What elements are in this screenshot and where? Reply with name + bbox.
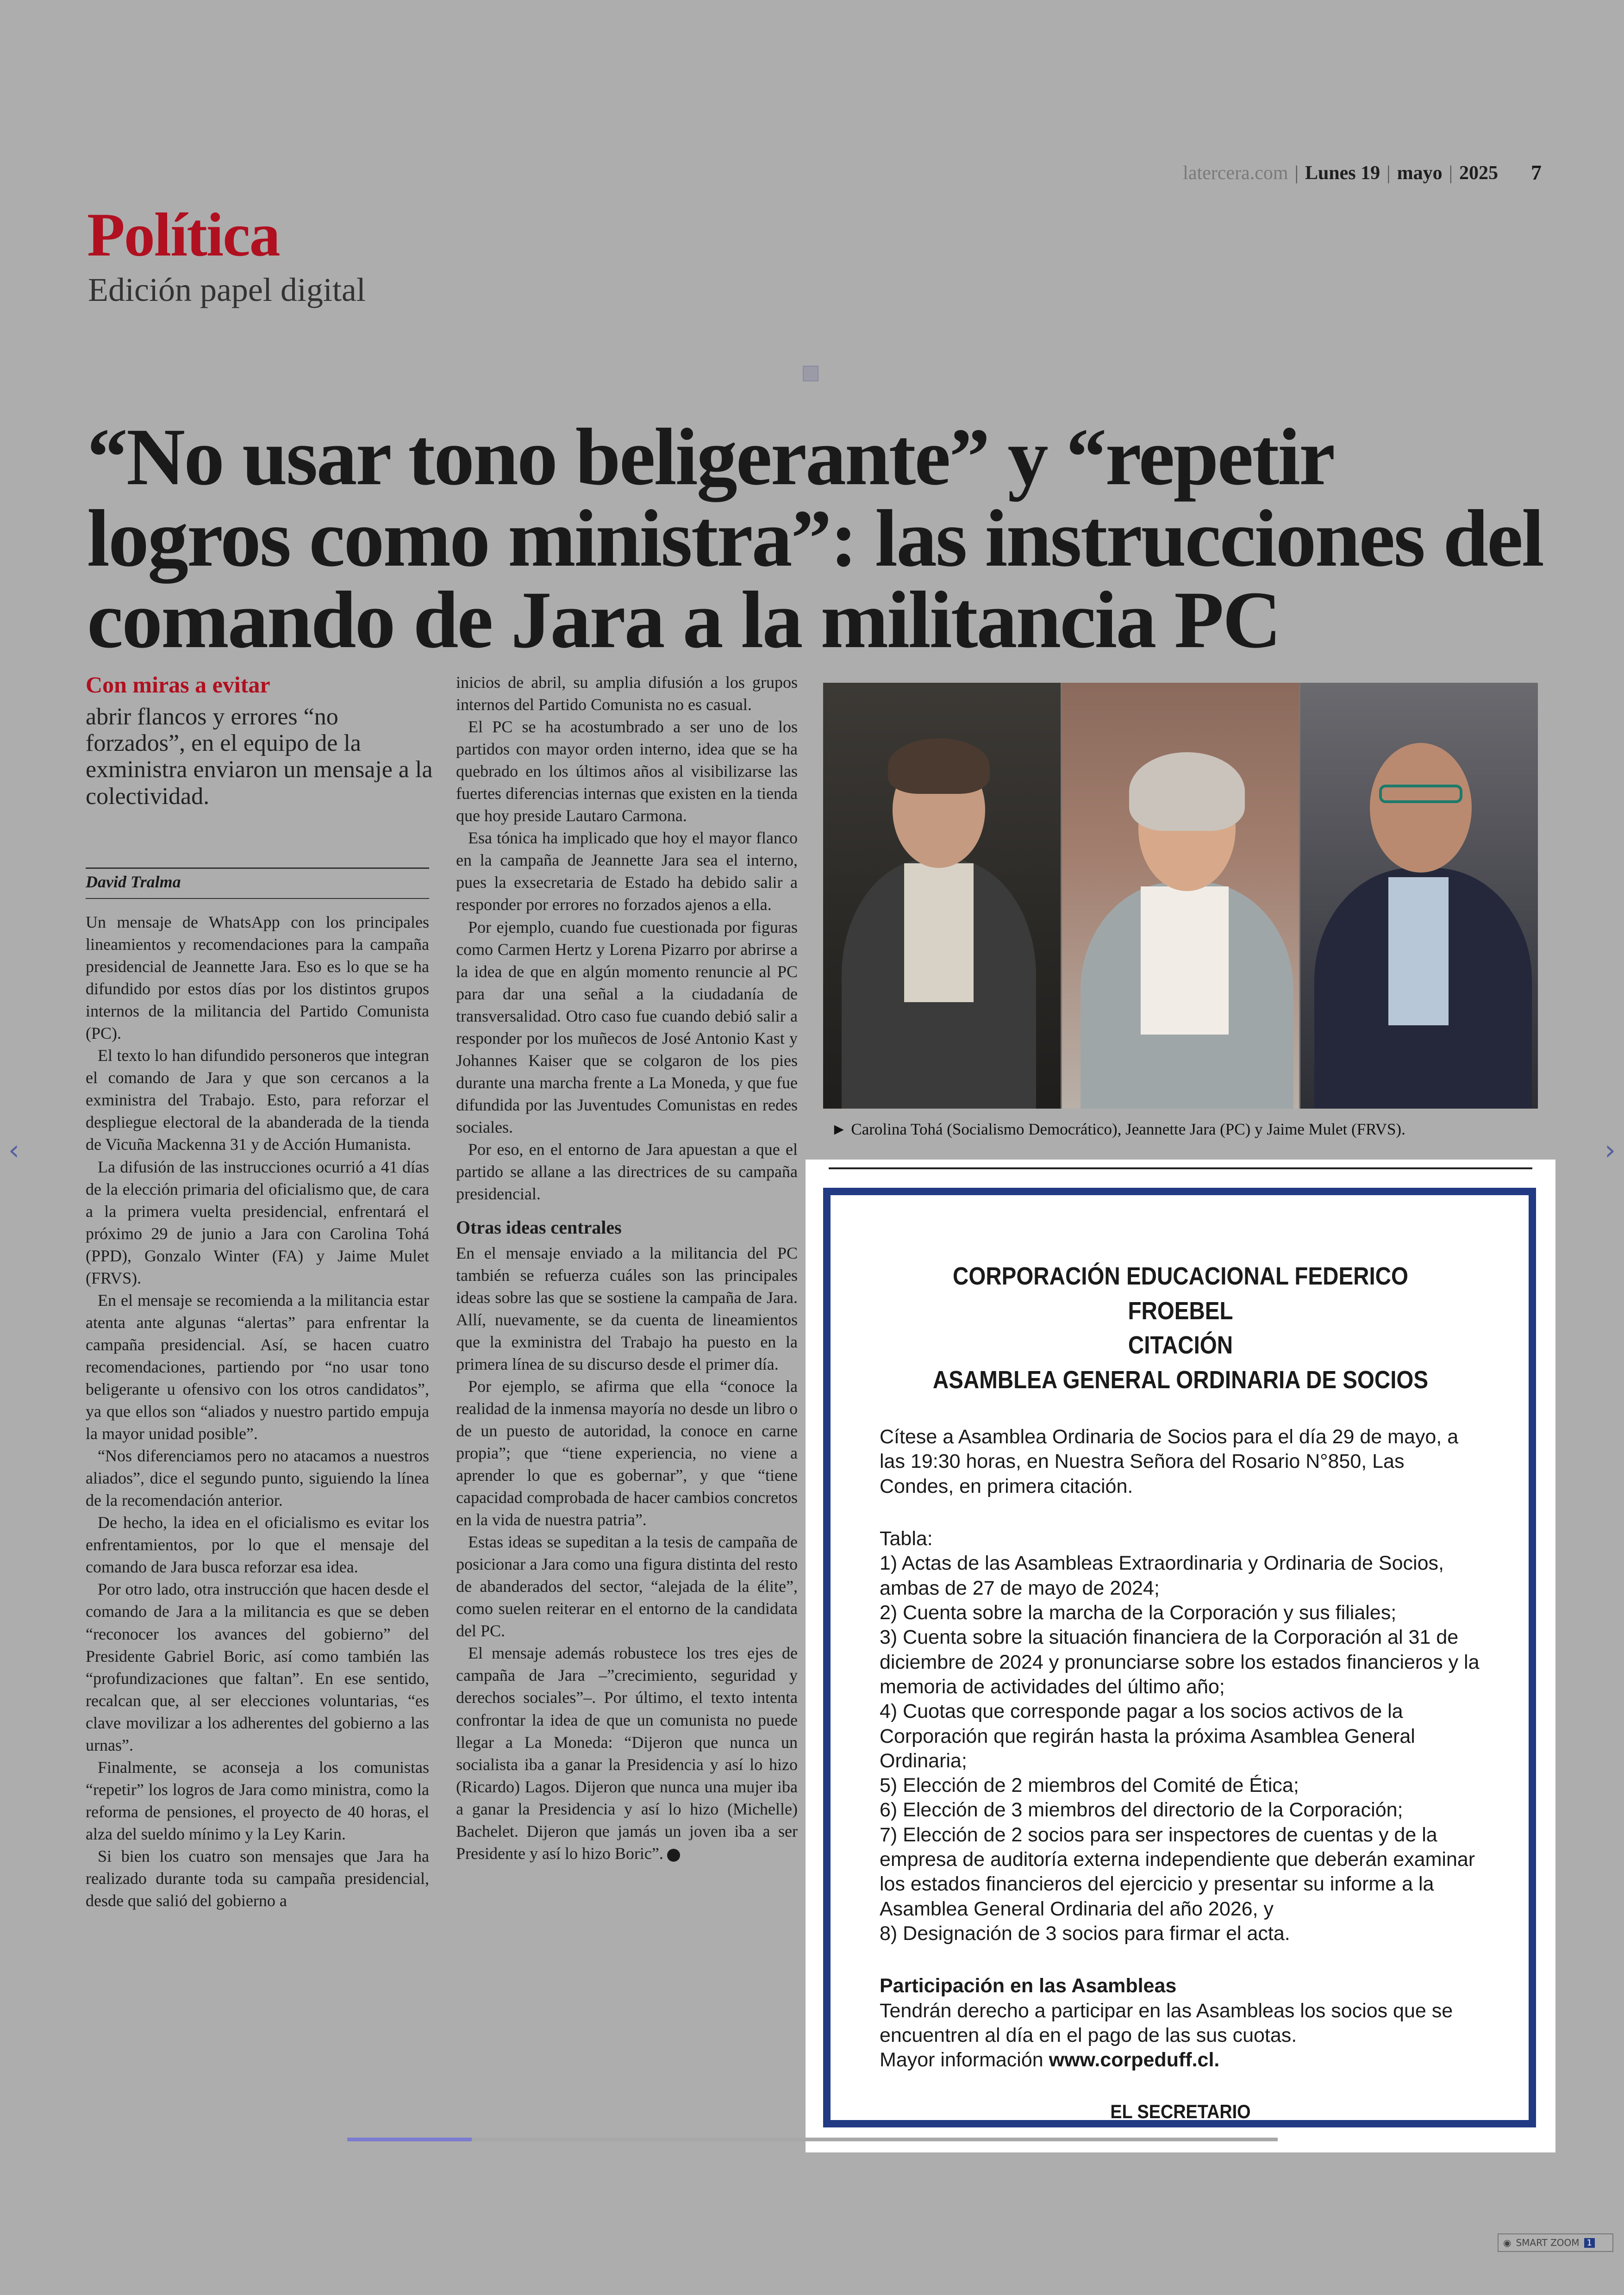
ad-participation-body: Tendrán derecho a participar en las Asambleas los socios que se encuentren al día en el pago de las sus cuotas. [880, 1999, 1453, 2046]
agenda-item: 4) Cuotas que corresponde pagar a los socios activos de la Corporación que regirán hasta la próxima Asamblea General Ordinaria; [880, 1700, 1415, 1772]
paragraph: Por ejemplo, cuando fue cuestionada por figuras como Carmen Hertz y Lorena Pizarro por abrirse a la idea de que en algún momento renuncie al PC para dar una señal a la ciudadanía de transversalidad. Otro caso fue cuando debió salir a responder por los muñecos de José Antonio Kast y Johannes Kaiser que se colgaron de los pies durante una marcha frente a La Moneda, y que fue difundida por las Juventudes Comunistas en redes sociales. [456, 917, 798, 1136]
section-title: Política [87, 200, 280, 269]
ad-title-line: CORPORACIÓN EDUCACIONAL FEDERICO FROEBEL [953, 1262, 1408, 1325]
more-info-link[interactable]: www.corpeduff.cl. [1049, 2049, 1220, 2071]
paragraph: Por otro lado, otra instrucción que hacen desde el comando de Jara a la militancia es que se deben “reconocer los avances del gobierno” del Presidente Gabriel Boric, así como también las “profundizaciones que faltan”. En ese sentido, recalcan que, al ser elecciones voluntarias, “es clave movilizar a los adherentes del gobierno a las urnas”. [86, 1580, 429, 1754]
portrait-jara [1062, 683, 1299, 1109]
paragraph: En el mensaje se recomienda a la militancia estar atenta ante algunas “alertas” para enfrentar la campaña presidencial. Así, se hacen cuatro recomendaciones, partiendo por “no usar tono beligerante u ofensivo con los otros candidatos”, ya que ellos son “aliados y nuestro partido empuja la mayor unidad posible”. [86, 1291, 429, 1443]
paragraph-text: El mensaje además robustece los tres ejes de campaña de Jara –”crecimiento, seguridad y derechos sociales”–. Por último, el texto intenta confrontar la idea de que un comunista no puede llegar a La Moneda: “Dijeron que nunca un socialista iba a ganar la Presidencia y así lo hizo (Ricardo) Lagos. Dijeron que nunca una mujer iba a ganar la Presidencia y así lo hizo (Michelle) Bachelet. Dijeron que jamás un joven iba a ser Presidente y así lo hizo Boric”. [456, 1644, 798, 1863]
agenda-item: 3) Cuenta sobre la situación financiera de la Corporación al 31 de diciembre de 2024 y pronunciarse sobre los estados financieros y la memoria de actividades del último año; [880, 1626, 1480, 1698]
article-column-2 [456, 671, 798, 1865]
paragraph: Por ejemplo, se afirma que ella “conoce la realidad de la inmensa mayoría no desde un libro o de un puesto de autoridad, la conoce en carne propia”; que “tiene experiencia, no viene a aprender lo que es gobernar”, y que “tiene capacidad comprobada de hacer cambios concretos en la vida de nuestra patria”. [456, 1377, 798, 1529]
end-mark-icon [667, 1849, 680, 1862]
paragraph: De hecho, la idea en el oficialismo es evitar los enfrentamientos, por lo que el mensaje del comando de Jara busca reforzar esa idea. [86, 1513, 429, 1577]
headline: “No usar tono beligerante” y “repetir logros como ministra”: las instrucciones del comando de Jara a la militancia PC [87, 412, 1543, 665]
chevron-right-icon[interactable]: › [1605, 1134, 1616, 1166]
smart-zoom-button[interactable] [1498, 2233, 1613, 2252]
separator: | [1387, 162, 1391, 184]
smart-zoom-label: SMART ZOOM [1516, 2237, 1580, 2248]
ad-title [916, 1259, 1445, 1397]
paragraph: Esa tónica ha implicado que hoy el mayor flanco en la campaña de Jeannette Jara sea el interno, pues la exsecretaria de Estado ha debido salir a responder por errores no forzados ajenos a ella. [456, 829, 798, 914]
ad-notice [880, 1259, 1481, 2123]
portrait-shirt [1141, 886, 1229, 1035]
portrait-head [1370, 743, 1472, 873]
paragraph: En el mensaje enviado a la militancia del PC también se refuerza cuáles son las principales ideas sobre las que se sostiene la campaña de Jara. Allí, nuevamente, se da cuenta de lineamientos que la exministra del Trabajo ha puesto en la primera línea de su discurso desde el primer día. [456, 1243, 798, 1373]
chevron-left-icon[interactable]: ‹ [8, 1134, 19, 1166]
paragraph: “Nos diferenciamos pero no atacamos a nuestros aliados”, dice el segundo punto, siguiendo la línea de la recomendación anterior. [86, 1447, 429, 1510]
article-photo [823, 683, 1538, 1109]
article-column-1 [86, 911, 429, 1912]
progress-fill [347, 2138, 472, 2141]
issue-day: Lunes 19 [1305, 162, 1380, 184]
portrait-hair [888, 738, 990, 794]
byline: David Tralma [86, 873, 181, 891]
lead-text: abrir flancos y errores “no forzados”, en el equipo de la exministra enviaron un mensaje a la colectividad. [86, 704, 433, 810]
issue-month: mayo [1397, 162, 1443, 184]
page-marker [803, 366, 818, 381]
ad-signature: EL SECRETARIO [1110, 2100, 1251, 2122]
paragraph: Por eso, en el entorno de Jara apuestan a que el partido se allane a las directrices de su campaña presidencial. [456, 1140, 798, 1204]
paragraph: Si bien los cuatro son mensajes que Jara ha realizado durante toda su campaña presidencial, desde que salió del gobierno a [86, 1846, 429, 1910]
agenda-item: 5) Elección de 2 miembros del Comité de Ética; [880, 1774, 1299, 1797]
separator: | [1294, 162, 1299, 184]
more-info-label: Mayor información [880, 2049, 1043, 2071]
photo-caption: ► Carolina Tohá (Socialismo Democrático), Jeannette Jara (PC) y Jaime Mulet (FRVS). [831, 1120, 1405, 1138]
ad-title-line: CITACIÓN [1128, 1331, 1233, 1360]
glasses-icon [1379, 785, 1462, 803]
paragraph [456, 1642, 798, 1864]
masthead [1183, 162, 1498, 184]
progress-track[interactable] [347, 2138, 1278, 2141]
paragraph: La difusión de las instrucciones ocurrió a 41 días de la elección primaria del oficialismo que, de cara a la primera vuelta presidencial, enfrentará el próximo 29 de junio a Jara con Carolina Tohá (PPD), Gonzalo Winter (FA) y Jaime Mulet (FRVS). [86, 1157, 429, 1287]
agenda-item: 2) Cuenta sobre la marcha de la Corporación y sus filiales; [880, 1601, 1397, 1624]
ad-title-line: ASAMBLEA GENERAL ORDINARIA DE SOCIOS [932, 1366, 1429, 1394]
paragraph: inicios de abril, su amplia difusión a los grupos internos del Partido Comunista no es casual. [456, 673, 798, 714]
portrait-hair [1129, 752, 1245, 831]
portrait-mulet [1300, 683, 1538, 1109]
agenda-item: 8) Designación de 3 socios para firmar el acta. [880, 1922, 1290, 1945]
agenda-item: 7) Elección de 2 socios para ser inspectores de cuentas y de la empresa de auditoría externa independiente que deberán examinar los estados financieros del ejercicio y presentar su informe a la Asamblea General Ordinaria del año 2026, y [880, 1823, 1475, 1920]
paragraph: Finalmente, se aconseja a los comunistas “repetir” los logros de Jara como ministra, como la reforma de pensiones, el proyecto de 40 horas, el alza del sueldo mínimo y la Ley Karin. [86, 1758, 429, 1843]
ad-top-rule [829, 1167, 1532, 1169]
page-number: 7 [1531, 161, 1542, 184]
agenda-item: 6) Elección de 3 miembros del directorio de la Corporación; [880, 1799, 1403, 1821]
eye-icon: ◉ [1503, 2237, 1512, 2248]
ad-more-info [880, 2048, 1481, 2072]
section-subtitle: Edición papel digital [88, 271, 366, 308]
agenda-item: 1) Actas de las Asambleas Extraordinaria y Ordinaria de Socios, ambas de 27 de mayo de 2024; [880, 1552, 1444, 1599]
portrait-shirt [1388, 877, 1449, 1025]
site-name: latercera.com [1183, 162, 1288, 184]
portrait-shirt [904, 863, 974, 1002]
byline-rule-bottom [86, 898, 429, 899]
byline-rule-top [86, 867, 429, 869]
smart-zoom-badge: 1 [1584, 2238, 1595, 2248]
portrait-tohá [823, 683, 1061, 1109]
lead-kicker: Con miras a evitar [86, 672, 270, 698]
issue-year: 2025 [1459, 162, 1498, 184]
paragraph: Estas ideas se supeditan a la tesis de campaña de posicionar a Jara como una figura distinta del resto de abanderados del sector, “alejada de la élite”, como suelen reiterar en el entorno de la candidata del PC. [456, 1533, 798, 1640]
ad-participation-title: Participación en las Asambleas [880, 1975, 1177, 1997]
subheading: Otras ideas centrales [456, 1217, 622, 1238]
paragraph: El PC se ha acostumbrado a ser uno de los partidos con mayor orden interno, idea que se ha quebrado en los últimos años al visibilizarse las fuertes diferencias internas que existen en la tienda que hoy preside Lautaro Carmona. [456, 717, 798, 825]
separator: | [1449, 162, 1453, 184]
ad-table-label: Tabla: [880, 1528, 933, 1550]
paragraph: El texto lo han difundido personeros que integran el comando de Jara y que son cercanos a la exministra del Trabajo. Esto, para reforzar el despliegue electoral de la abanderada de la tienda de Vicuña Mackenna 31 y de Acción Humanista. [86, 1046, 429, 1154]
ad-intro: Cítese a Asamblea Ordinaria de Socios para el día 29 de mayo, a las 19:30 horas, en Nuestra Señora del Rosario N°850, Las Condes, en primera citación. [880, 1426, 1459, 1497]
paragraph: Un mensaje de WhatsApp con los principales lineamientos y recomendaciones para la campaña presidencial de Jeannette Jara. Eso es lo que se ha difundido por estos días por los distintos grupos internos de la militancia del Partido Comunista (PC). [86, 913, 429, 1043]
